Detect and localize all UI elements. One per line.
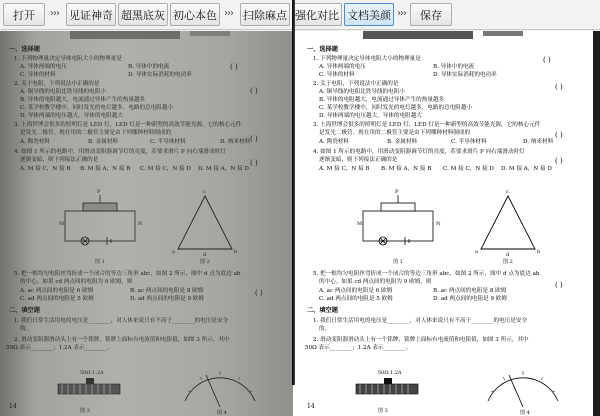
question-text: 50Ω 表示________；1.2A 表示________。 <box>305 345 412 351</box>
option-text: A. ac 两点间的电阻是 6 欧姆 <box>319 288 393 294</box>
option-text: C. 半导体材料 <box>451 139 487 145</box>
separator-arrows: ››› <box>397 8 406 19</box>
open-button[interactable]: 打开 <box>3 3 45 26</box>
option-text: B. 导体的电阻越大，电流通过导体产生的热量越多 <box>319 97 445 103</box>
option-text: C. 导体的材料 <box>319 72 355 78</box>
option-text: C. 某学校教学楼中，同时发光的电灯越多，电路的总电阻越小 <box>20 105 174 111</box>
answer-parentheses: ( ) <box>250 135 258 143</box>
option-text: A. 导体两端的电压 <box>319 64 366 70</box>
option-text: C. ad 两点间的电阻是 5 欧姆 <box>319 296 393 302</box>
option-text: D. 导体两端的电压越大，导体的电阻越大 <box>20 113 123 119</box>
option-text: B. 金属材料 <box>88 139 119 145</box>
question-text: 的中心。如果 cd 两点间的电阻为 9 欧姆，则 <box>319 279 432 285</box>
label-m: M <box>357 221 363 227</box>
option-text: D. ad 两点间的电阻是 9 欧姆 <box>433 296 507 302</box>
label-b: b <box>537 249 541 255</box>
figure-caption: 图 3 <box>80 408 90 414</box>
question-text: 5. 把一根均匀电阻丝弯折成一个闭合的等边三角形 abc，如图 2 所示，图中 d 点为底边 ab <box>313 271 540 277</box>
figure-caption: 图 2 <box>503 259 513 265</box>
rheostat-label: 50Ω 1.2A <box>80 370 104 376</box>
option-text: C. 半导体材料 <box>150 139 186 145</box>
question-text: 2. 滑动变阻器滑动头上有一个铭牌，铭牌上面标有电流值和电阻值，如图 3 所示，其中 <box>313 337 529 343</box>
question-text: 是发光二极管。现在用的二极管主要是由下列哪种材料制成的 <box>319 130 471 136</box>
original-color-button[interactable]: 初心本色 <box>170 3 220 26</box>
figure-caption: 图 1 <box>95 259 105 265</box>
question-text: 5. 把一根均匀电阻丝弯折成一个闭合的等边三角形 abc，如图 2 所示，图中 d 点为底边 ab <box>14 271 241 277</box>
label-b: b <box>234 249 238 255</box>
option-text: D. 纳米材料 <box>220 139 251 145</box>
label-a: a <box>172 249 175 255</box>
option-text: A. ac 两点间的电阻是 6 欧姆 <box>20 288 94 294</box>
voltmeter-figure <box>473 361 573 416</box>
question-text: 2. 关于电阻，下列说法中正确的是 <box>14 81 100 87</box>
option-text: A. 铜导线的电阻比铁导线的电阻小 <box>20 89 106 95</box>
label-d: d <box>203 252 207 258</box>
option-text: C. M 接 C，N 接 D <box>443 166 494 172</box>
question-text: 1. 我们日常生活用电的电压是________，对人体来说只有不高于________的电压是安全 <box>14 318 229 324</box>
answer-parentheses: ( ) <box>555 281 563 289</box>
label-d: d <box>506 252 510 258</box>
enhance-contrast-button[interactable]: 强化对比 <box>292 3 342 26</box>
question-text: 的中心。如果 cd 两点间的电阻为 9 欧姆，则 <box>20 279 133 285</box>
option-text: B. 导体中的电流 <box>433 64 475 70</box>
option-text: B. 导体的电阻越大，电流通过导体产生的热量越多 <box>20 97 146 103</box>
question-text: 4. 如图 1 所示的电路中，用滑动变阻器调节灯的亮度，若要求滑片 P 向右端滑动时灯 <box>313 149 525 155</box>
scanned-page-enhanced <box>293 31 593 416</box>
option-text: D. 导体实际消耗的电功率 <box>433 72 497 78</box>
section-title: 一、选择题 <box>307 46 338 53</box>
enhanced-image-view <box>293 31 600 416</box>
option-text: B. ac 两点间的电阻是 8 欧姆 <box>130 288 204 294</box>
voltmeter-figure <box>170 361 270 416</box>
option-text: A. 导体两端的电压 <box>20 64 67 70</box>
option-text: C. ad 两点间的电阻是 5 欧姆 <box>20 296 94 302</box>
question-text: 逐渐变暗，则下列接法正确的是 <box>20 157 99 163</box>
figure-caption: 图 1 <box>393 259 403 265</box>
question-text: 2. 关于电阻，下列说法中正确的是 <box>313 81 399 87</box>
option-text: C. M 接 C，N 接 D <box>140 166 191 172</box>
option-text: D. 纳米材料 <box>523 139 554 145</box>
option-text: C. 某学校教学楼中，同时发光的电灯越多，电路的总电阻越小 <box>319 105 473 111</box>
view-divider <box>292 0 295 385</box>
triangle-diagram <box>463 181 553 266</box>
option-text: D. 导体两端的电压越大，导体的电阻越大 <box>319 113 422 119</box>
label-c: c <box>203 189 206 195</box>
answer-parentheses: ( ) <box>555 157 563 165</box>
question-text: 逐渐变暗，则下列接法正确的是 <box>319 157 398 163</box>
page-header-banner <box>40 31 240 43</box>
section-title: 二、填空题 <box>307 307 338 314</box>
option-text: D. M 接 A，N 接 D <box>501 166 552 172</box>
scanned-page-original <box>0 31 293 416</box>
question-text: 1. 下列物理量决定导体电阻大小的物理量是 <box>14 56 122 62</box>
option-text: B. 金属材料 <box>387 139 418 145</box>
circuit-diagram <box>55 181 150 266</box>
option-text: A. M 接 C，N 接 B <box>319 166 370 172</box>
answer-parentheses: ( ) <box>250 87 258 95</box>
separator-arrows: ››› <box>50 8 59 19</box>
question-text: 1. 我们日常生活用电的电压是________，对人体来说只有不高于________的电压是安全 <box>313 318 528 324</box>
question-text: 的。 <box>20 326 32 332</box>
answer-parentheses: ( ) <box>250 159 258 167</box>
figure-caption: 图 4 <box>520 410 530 416</box>
toolbar <box>0 0 600 30</box>
question-text: 是发光二极管。现在用的二极管主要是由下列哪种材料制成的 <box>20 130 172 136</box>
rheostat-figure <box>50 366 130 416</box>
answer-parentheses: ( ) <box>555 131 563 139</box>
option-text: C. 导体的材料 <box>20 72 56 78</box>
question-text: 3. 上海世博会很多的照明灯是 LED 灯，LED 灯是一种新型的高效节能光源，它的核心元件 <box>313 122 541 128</box>
question-text: 3. 上海世博会很多的照明灯是 LED 灯，LED 灯是一种新型的高效节能光源，它的核心元件 <box>14 122 242 128</box>
option-text: D. 导体实际消耗的电功率 <box>128 72 192 78</box>
page-number: 14 <box>9 403 17 410</box>
original-image-view <box>0 31 293 416</box>
triangle-diagram <box>160 181 250 266</box>
question-text: 50Ω 表示________；1.2A 表示________。 <box>6 345 113 351</box>
page-number: 14 <box>307 403 315 410</box>
question-text: 1. 下列物理量决定导体电阻大小的物理量是 <box>313 56 421 62</box>
question-text: 2. 滑动变阻器滑动头上有一个铭牌，铭牌上面标有电流值和电阻值，如图 3 所示，其中 <box>14 337 230 343</box>
label-n: N <box>436 221 441 227</box>
answer-parentheses: ( ) <box>230 63 238 71</box>
answer-parentheses: ( ) <box>543 56 551 64</box>
label-c: c <box>506 189 509 195</box>
circuit-diagram <box>353 181 448 266</box>
option-text: B. M 接 A，N 接 B <box>80 166 131 172</box>
label-p: P <box>395 189 399 195</box>
option-text: D. M 接 A，N 接 D <box>198 166 249 172</box>
section-title: 一、选择题 <box>9 46 40 53</box>
option-text: B. 导体中的电流 <box>128 64 170 70</box>
figure-caption: 图 3 <box>378 408 388 414</box>
figure-caption: 图 4 <box>217 410 227 416</box>
option-text: A. 陶瓷材料 <box>20 139 50 145</box>
save-button[interactable]: 保存 <box>410 3 452 26</box>
question-text: 4. 如图 1 所示的电路中，用滑动变阻器调节灯的亮度，若要求滑片 P 向右端滑动时灯 <box>14 149 226 155</box>
label-p: P <box>97 189 101 195</box>
label-m: M <box>59 221 65 227</box>
answer-parentheses: ( ) <box>255 289 263 297</box>
option-text: A. 陶瓷材料 <box>319 139 349 145</box>
label-n: N <box>138 221 143 227</box>
option-text: A. 铜导线的电阻比铁导线的电阻小 <box>319 89 405 95</box>
answer-parentheses: ( ) <box>555 83 563 91</box>
option-text: B. ac 两点间的电阻是 8 欧姆 <box>433 288 507 294</box>
section-title: 二、填空题 <box>9 307 40 314</box>
page-header-banner <box>333 31 533 43</box>
question-text: 的。 <box>319 326 331 332</box>
option-text: D. ad 两点间的电阻是 9 欧姆 <box>130 296 204 302</box>
option-text: A. M 接 C，N 接 B <box>20 166 71 172</box>
sweep-dots-button[interactable]: 扫除麻点 <box>240 3 290 26</box>
document-beautify-button[interactable]: 文档美颜 <box>344 3 394 26</box>
figure-caption: 图 2 <box>200 259 210 265</box>
witness-magic-button[interactable]: 见证神奇 <box>66 3 116 26</box>
rheostat-label: 50Ω 1.2A <box>378 370 402 376</box>
ultra-black-gray-button[interactable]: 超黑底灰 <box>118 3 168 26</box>
separator-arrows: ››› <box>224 8 233 19</box>
rheostat-figure <box>348 366 428 416</box>
option-text: B. M 接 A，N 接 B <box>381 166 432 172</box>
label-a: a <box>475 249 478 255</box>
